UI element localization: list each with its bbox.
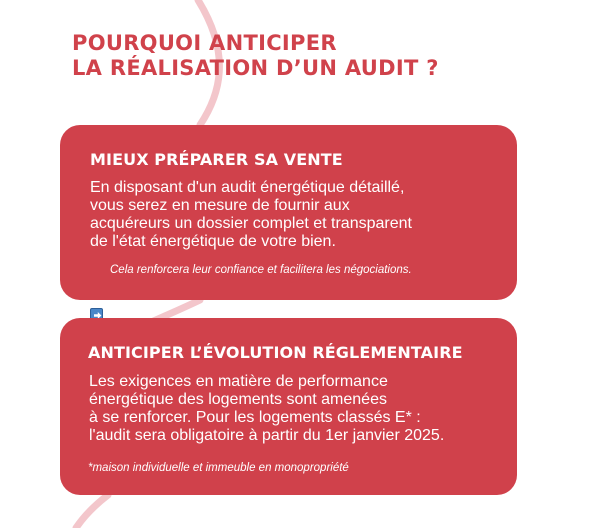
card-regulatory-evolution-line-2: énergétique des logements sont amenées bbox=[89, 391, 387, 408]
card-sale-preparation-line-4: de l'état énergétique de votre bien. bbox=[90, 233, 336, 250]
card-sale-preparation-note: Cela renforcera leur confiance et facilitera les négociations. bbox=[110, 264, 412, 276]
card-regulatory-evolution-note: *maison individuelle et immeuble en monopropriété bbox=[88, 462, 349, 474]
card-regulatory-evolution bbox=[60, 318, 517, 495]
page-title-line-2: LA RÉALISATION D’UN AUDIT ? bbox=[72, 56, 439, 80]
card-regulatory-evolution-line-4: l'audit sera obligatoire à partir du 1er janvier 2025. bbox=[89, 427, 445, 444]
card-sale-preparation-line-2: vous serez en mesure de fournir aux bbox=[90, 197, 350, 214]
card-sale-preparation-line-3: acquéreurs un dossier complet et transparent bbox=[90, 215, 412, 232]
card-sale-preparation-line-1: En disposant d'un audit énergétique détaillé, bbox=[90, 179, 405, 196]
card-regulatory-evolution-heading: ANTICIPER L’ÉVOLUTION RÉGLEMENTAIRE bbox=[88, 343, 463, 362]
card-regulatory-evolution-line-3: à se renforcer. Pour les logements classés E* : bbox=[89, 409, 421, 426]
card-sale-preparation bbox=[60, 125, 517, 300]
card-regulatory-evolution-line-1: Les exigences en matière de performance bbox=[89, 373, 388, 390]
card-regulatory-evolution-body bbox=[89, 373, 444, 445]
card-sale-preparation-heading: MIEUX PRÉPARER SA VENTE bbox=[90, 150, 343, 169]
page-title-line-1: POURQUOI ANTICIPER bbox=[72, 31, 337, 55]
page-title bbox=[72, 31, 439, 81]
card-sale-preparation-body bbox=[90, 179, 412, 251]
